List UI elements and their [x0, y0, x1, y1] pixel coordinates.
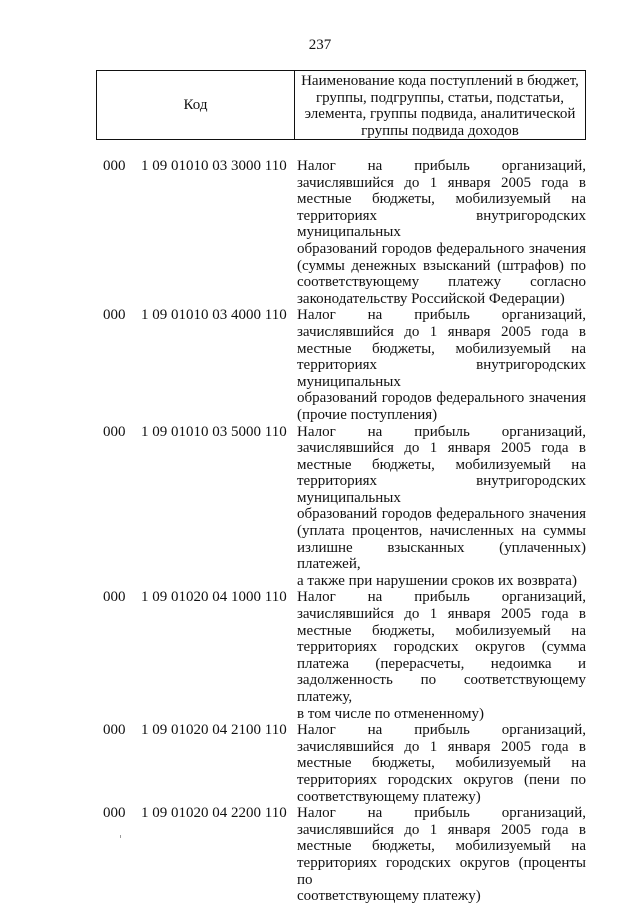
table-row [0, 589, 640, 722]
description-line: местные бюджеты, мобилизуемый на [297, 340, 586, 357]
description-line: местные бюджеты, мобилизуемый на [297, 191, 586, 208]
description-line: зачислявшийся до 1 января 2005 года в [297, 174, 586, 191]
entry-code: 1 09 01020 04 2100 110 [141, 722, 287, 739]
description-line: местные бюджеты, мобилизуемый на [297, 456, 586, 473]
description-line: территориях городских округов (пени по [297, 771, 586, 788]
entry-code: 1 09 01010 03 3000 110 [141, 158, 287, 174]
table-row [0, 722, 640, 805]
description-line: зачислявшийся до 1 января 2005 года в [297, 606, 586, 623]
entry-code: 1 09 01020 04 2200 110 [141, 805, 287, 822]
description-line: соответствующему платежу согласно [297, 274, 586, 291]
description-line: местные бюджеты, мобилизуемый на [297, 755, 586, 772]
entry-description [297, 805, 586, 905]
scan-mark [120, 835, 121, 838]
description-line: образований городов федерального значения [297, 390, 586, 407]
description-line: территориях внутригородских муниципальных [297, 473, 586, 506]
description-line: зачислявшийся до 1 января 2005 года в [297, 738, 586, 755]
description-line: излишне взысканных (уплаченных) платежей, [297, 539, 586, 573]
description-line: зачислявшийся до 1 января 2005 года в [297, 821, 586, 838]
entry-description [297, 589, 586, 722]
description-line: территориях внутригородских муниципальных [297, 207, 586, 241]
entry-prefix: 000 [103, 805, 126, 822]
entry-code: 1 09 01010 03 4000 110 [141, 307, 287, 324]
description-line: территориях городских округов (сумма [297, 639, 586, 656]
description-line: соответствующему платежу) [297, 788, 481, 805]
entry-prefix: 000 [103, 423, 126, 440]
entry-description [297, 424, 586, 590]
entry-prefix: 000 [103, 589, 126, 606]
description-line: местные бюджеты, мобилизуемый на [297, 838, 586, 855]
table-row [0, 307, 640, 423]
description-line: платежа (перерасчеты, недоимка и [297, 655, 586, 672]
description-line: в том числе по отмененному) [297, 705, 484, 722]
description-line: территориях городских округов (проценты по [297, 854, 586, 888]
description-line: законодательству Российской Федерации) [297, 290, 565, 307]
entries-list [0, 158, 640, 905]
table-row [0, 805, 640, 905]
page-number: 237 [308, 37, 332, 53]
table-row [0, 158, 640, 307]
entry-description [297, 307, 586, 423]
entry-code: 1 09 01010 03 5000 110 [141, 423, 287, 440]
description-line: образований городов федерального значения [297, 240, 586, 257]
entry-code: 1 09 01020 04 1000 110 [141, 589, 287, 606]
description-line: зачислявшийся до 1 января 2005 года в [297, 440, 586, 457]
description-line: Налог на прибыль организаций, [297, 589, 586, 606]
entry-description [297, 158, 586, 307]
entry-description [297, 722, 586, 805]
description-line: Налог на прибыль организаций, [297, 158, 586, 174]
description-line: (суммы денежных взысканий (штрафов) по [297, 257, 586, 274]
header-name-column: Наименование кода поступлений в бюджет, группы, подгруппы, статьи, подстатьи, элемента, группы подвида, аналитической группы подвида доходов [301, 73, 579, 139]
header-code-column: Код [97, 71, 295, 139]
entry-prefix: 000 [103, 722, 126, 739]
description-line: местные бюджеты, мобилизуемый на [297, 622, 586, 639]
description-line: Налог на прибыль организаций, [297, 307, 586, 324]
entry-prefix: 000 [103, 158, 126, 174]
description-line: соответствующему платежу) [297, 888, 481, 905]
description-line: Налог на прибыль организаций, [297, 722, 586, 739]
description-line: задолженность по соответствующему платежу, [297, 672, 586, 705]
description-line: образований городов федерального значения [297, 506, 586, 523]
description-line: территориях внутригородских муниципальных [297, 357, 586, 390]
entry-prefix: 000 [103, 307, 126, 324]
table-row [0, 424, 640, 590]
description-line: (уплата процентов, начисленных на суммы [297, 523, 586, 540]
description-line: а также при нарушении сроков их возврата) [297, 572, 577, 589]
description-line: Налог на прибыль организаций, [297, 805, 586, 822]
description-line: (прочие поступления) [297, 406, 438, 423]
table-header [96, 70, 586, 140]
description-line: зачислявшийся до 1 января 2005 года в [297, 323, 586, 340]
description-line: Налог на прибыль организаций, [297, 423, 586, 440]
